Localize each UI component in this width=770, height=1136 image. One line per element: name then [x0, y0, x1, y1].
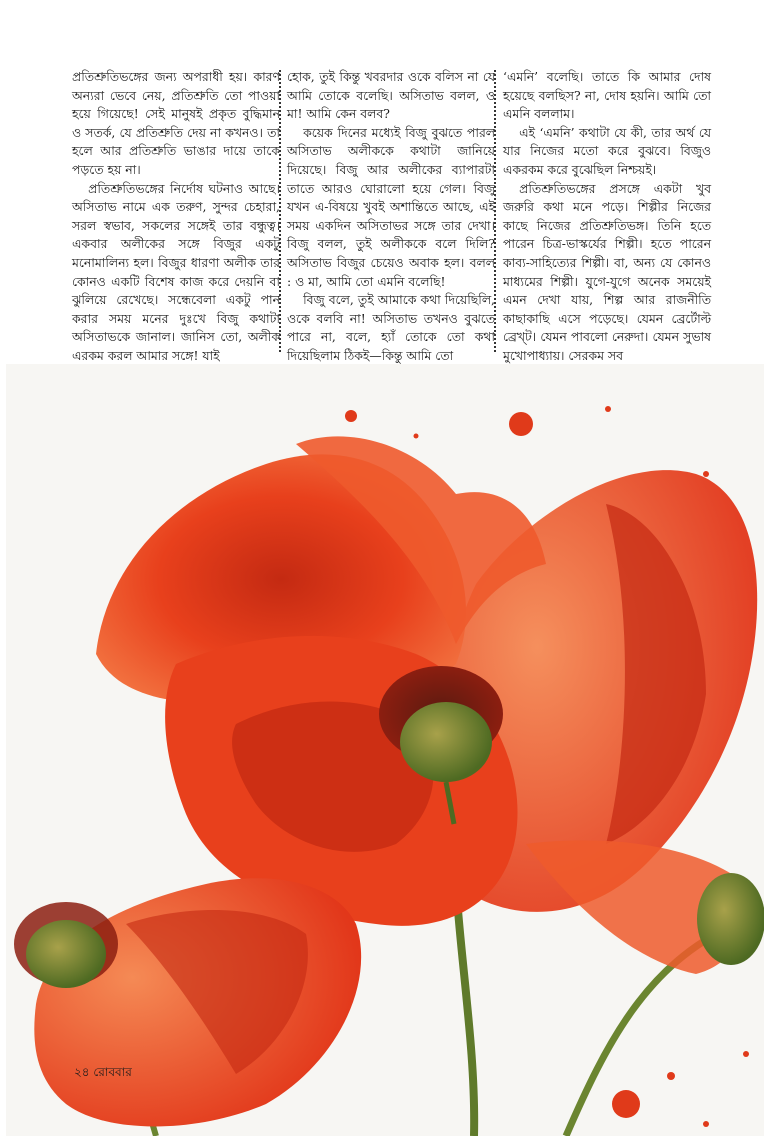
seed-pod — [400, 702, 492, 782]
paint-splatter — [743, 1051, 749, 1057]
column-divider — [279, 70, 281, 352]
page-folio: ২৪ রোববার — [74, 1065, 132, 1079]
paragraph: বিজু বলে, তুই আমাকে কথা দিয়েছিলি, ওকে বলবি না! অসিতাভ তখনও বুঝতে পারে না, বলে, হ্যাঁ তোকে তো কথা দিয়েছিলাম ঠিকই—কিন্তু আমি তো — [287, 292, 495, 363]
paragraph: প্রতিশ্রুতিভঙ্গের নির্দোষ ঘটনাও আছে। অসিতাভ নামে এক তরুণ, সুন্দর চেহারা, সরল স্বভাব, সকলের সঙ্গেই তার বন্ধুত্ব। একবার অলীকের সঙ্গে বিজুর একটু মনোমালিন্য হল। বিজুর ধারণা অলীক তার কোনও একটি বিশেষ কাজ করে দেয়নি বা ঝুলিয়ে রেখেছে। সন্ধেবেলা একটু পান করার সময় মনের দুঃখে বিজু কথাটা অসিতাভকে জানাল। জানিস তো, অলীক এরকম করল আমার সঙ্গে! যাই — [72, 180, 280, 363]
paragraph: এই ‘এমনি’ কথাটা যে কী, তার অর্থ যে যার নিজের মতো করে বুঝবে। বিজুও একরকম করে বুঝেছিল নিশ্চয়ই। — [503, 124, 711, 177]
poppy-bud — [26, 920, 106, 988]
poppy-artwork — [6, 364, 764, 1136]
paint-splatter — [345, 410, 357, 422]
paragraph: ‘এমনি’ বলেছি। তাতে কি আমার দোষ হয়েছে বলছিস? না, দোষ হয়নি। আমি তো এমনি বললাম। — [503, 69, 711, 122]
paint-splatter — [703, 471, 709, 477]
paint-splatter — [509, 412, 533, 436]
paragraph: হোক, তুই কিন্তু খবরদার ওকে বলিস না যে আমি তোকে বলেছি। অসিতাভ বলল, ও মা! আমি কেন বলব? — [287, 69, 495, 122]
paint-splatter — [612, 1090, 640, 1118]
article-text — [0, 0, 770, 363]
text-column-3 — [503, 68, 711, 366]
paragraph: প্রতিশ্রুতিভঙ্গের জন্য অপরাধী হয়। কারণ অন্যরা ভেবে নেয়, প্রতিশ্রুতি তো পাওয়া হয়ে গিয়েছে! সেই মানুষই প্রকৃত বুদ্ধিমান ও সতর্ক, যে প্রতিশ্রুতি দেয় না কখনও। তা হলে আর প্রতিশ্রুতি ভাঙার দায়ে তাকে পড়তে হয় না। — [72, 69, 280, 177]
paragraph: প্রতিশ্রুতিভঙ্গের প্রসঙ্গে একটা খুব জরুরি কথা মনে পড়ে। শিল্পীর নিজের কাছে নিজের প্রতিশ্রুতিভঙ্গ। তিনি হতে পারেন চিত্র-ভাস্কর্যের শিল্পী। হতে পারেন কাব্য-সাহিত্যের শিল্পী। বা, অন্য যে কোনও মাধ্যমের শিল্পী। যুগে-যুগে অনেক সময়েই এমন দেখা যায়, শিল্প আর রাজনীতি কাছাকাছি এসে পড়েছে। যেমন ব্রের্টোল্ট ব্রেখ্ট। যেমন পাবলো নেরুদা। যেমন সুভাষ মুখোপাধ্যায়। সেরকম সব — [503, 180, 711, 363]
text-column-1 — [72, 68, 280, 366]
paint-splatter — [703, 1121, 709, 1127]
paint-splatter — [667, 1072, 675, 1080]
poppy-watercolor-illustration — [6, 364, 764, 1136]
paint-splatter — [414, 434, 419, 439]
paint-splatter — [605, 406, 611, 412]
text-column-2 — [287, 68, 495, 366]
column-divider — [494, 70, 496, 352]
poppy-bud — [697, 873, 764, 965]
paragraph: কয়েক দিনের মধ্যেই বিজু বুঝতে পারল অসিতাভ অলীককে কথাটা জানিয়ে দিয়েছে। বিজু আর অলীকের ব্যাপারটা তাতে আরও ঘোরালো হয়ে গেল। বিজু যখন এ-বিষয়ে খুবই অশান্তিতে আছে, এই সময় একদিন অসিতাভর সঙ্গে তার দেখা। বিজু বলল, তুই অলীককে বলে দিলি? অসিতাভ বিজুর চেয়েও অবাক হল। বলল : ও মা, আমি তো এমনি বলেছি! — [287, 124, 495, 289]
